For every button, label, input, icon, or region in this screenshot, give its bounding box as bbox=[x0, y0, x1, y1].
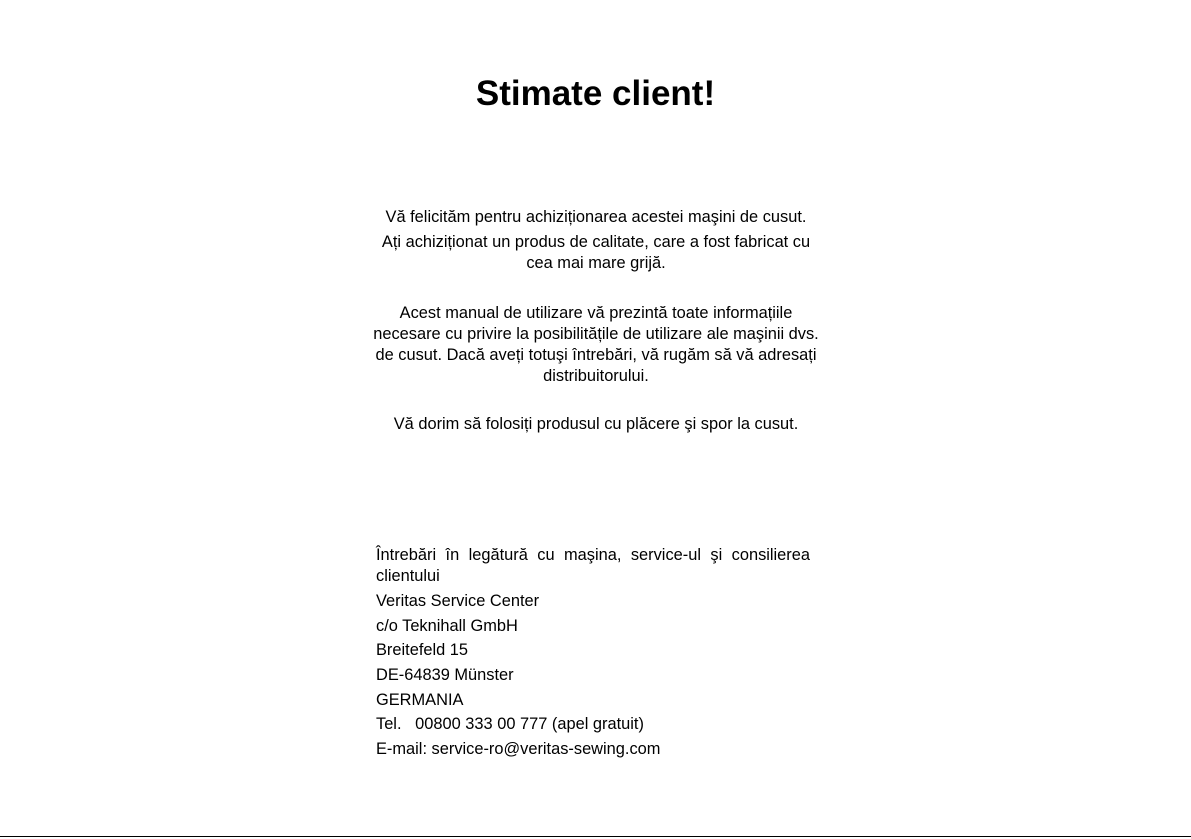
page-title: Stimate client! bbox=[475, 74, 716, 113]
intro-congratulations: Vă felicităm pentru achiziționarea acestei maşini de cusut. bbox=[385, 208, 807, 226]
intro-manual-note: Acest manual de utilizare vă prezintă toate informațiile necesare cu privire la posibilitățile de utilizare ale maşinii dvs. de cusut. Dacă aveți totuşi întrebări, vă rugăm să vă adresați distribuitorului. bbox=[373, 304, 819, 385]
contact-heading: Întrebări în legătură cu maşina, service-ul şi consilierea clientului bbox=[376, 546, 810, 585]
contact-company: Veritas Service Center bbox=[376, 592, 540, 610]
intro-quality-note: Ați achiziționat un produs de calitate, care a fost fabricat cu cea mai mare grijă. bbox=[381, 233, 811, 272]
contact-street: Breitefeld 15 bbox=[376, 641, 469, 659]
contact-country: GERMANIA bbox=[376, 691, 464, 709]
contact-phone: Tel. 00800 333 00 777 (apel gratuit) bbox=[376, 715, 644, 733]
intro-wishes: Vă dorim să folosiți produsul cu plăcere şi spor la cusut. bbox=[393, 415, 799, 433]
contact-city: DE-64839 Münster bbox=[376, 666, 514, 684]
page-bottom-divider bbox=[0, 836, 1191, 837]
contact-email: E-mail: service-ro@veritas-sewing.com bbox=[376, 740, 661, 758]
contact-care-of: c/o Teknihall GmbH bbox=[376, 617, 518, 635]
